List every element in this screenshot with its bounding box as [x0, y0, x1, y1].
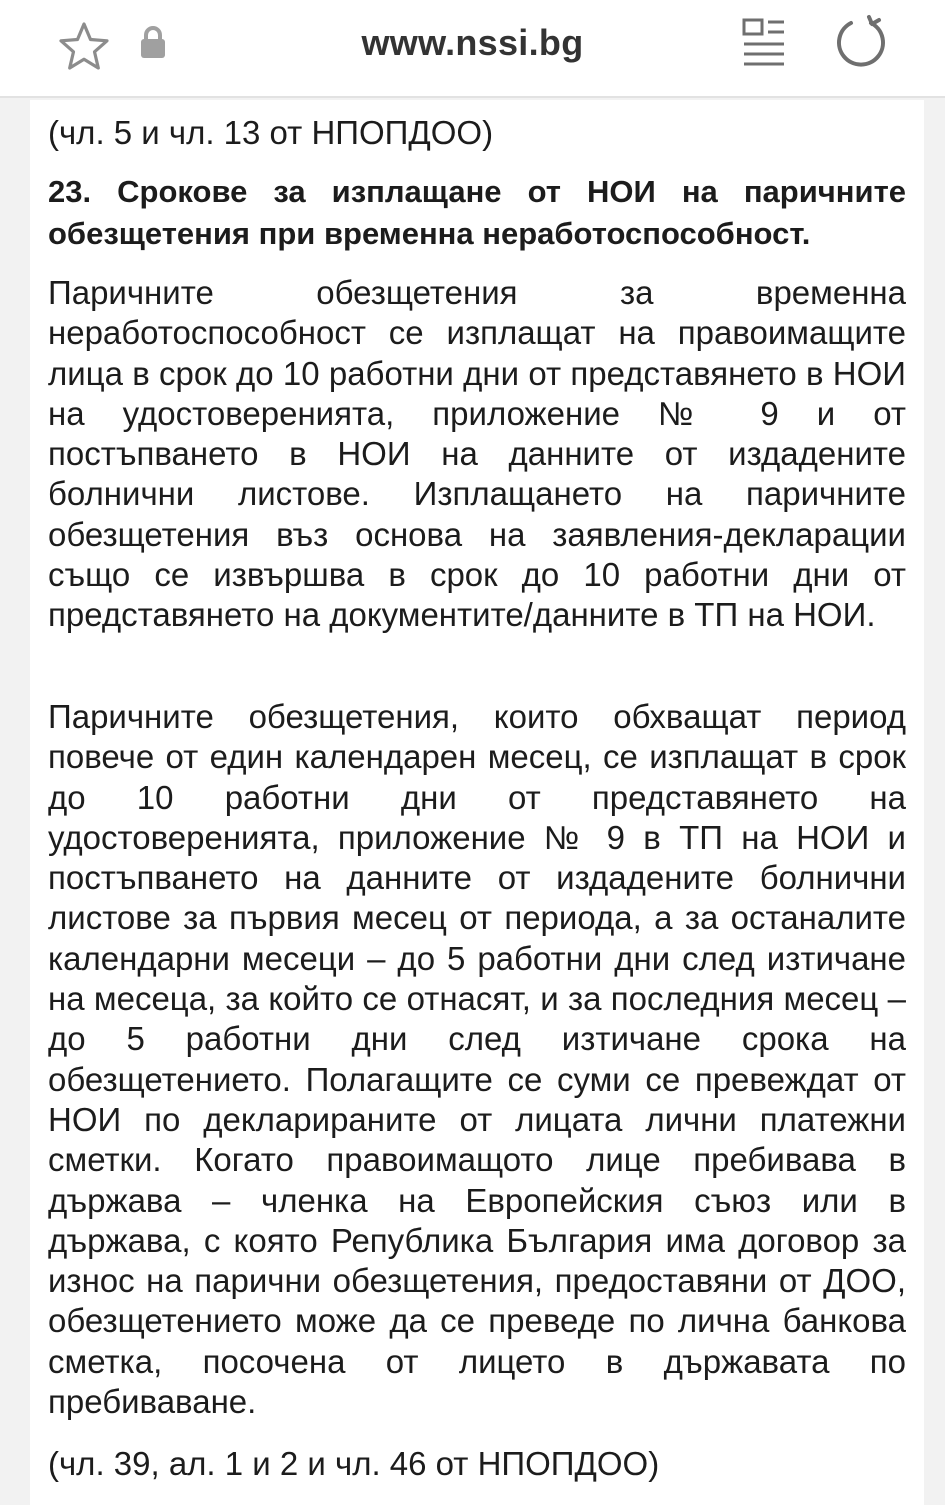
- reference-top: (чл. 5 и чл. 13 от НПОПДОО): [48, 114, 494, 151]
- lock-icon: [138, 24, 168, 60]
- article-content: [30, 100, 924, 1505]
- reference-bottom: (чл. 39, ал. 1 и 2 и чл. 46 от НПОПДОО): [48, 1445, 660, 1482]
- browser-toolbar: [0, 0, 945, 98]
- section-heading: 23. Срокове за изплащане от НОИ на паричните обезщетения при временна неработоспособност.: [48, 174, 906, 251]
- reader-mode-icon[interactable]: [738, 14, 790, 68]
- star-icon: [58, 21, 110, 71]
- paragraph-2: Паричните обезщетения, които обхващат период повече от един календарен месец, се изплащат в срок до 10 работни дни от представянето на удостоверенията, приложение № 9 в ТП на НОИ и постъпването на данните от издадените болнични листове за първия месец от периода, а за останалите календарни месеци – до 5 работни дни след изтичане на месеца, за който се отнасят, и за последния месец – до 5 работни дни след изтичане срока на обезщетението. Полагащите се суми се превеждат от НОИ по декларираните от лицата лични платежни сметки. Когато правоимащото лице пребивава в държава – членка на Европейския съюз или в държава, с която Република България има договор за износ на парични обезщетения, предоставяни от ДОО, обезщетението може да се преведе по лична банкова сметка, посочена от лицето в държавата по пребиваване.: [48, 698, 906, 1421]
- bookmark-star-button[interactable]: [56, 18, 112, 74]
- paragraph-1: Паричните обезщетения за временна неработоспособност се изплащат на правоимащите лица в срок до 10 работни дни от представянето в НОИ на удостоверенията, приложение № 9 и от постъпването в НОИ на данните от издадените болнични листове. Изплащането на паричните обезщетения въз основа на заявления-декларации също се извършва в срок до 10 работни дни от представянето на документите/данните в ТП на НОИ.: [48, 274, 906, 634]
- url-text[interactable]: www.nssi.bg: [361, 22, 584, 63]
- reload-icon[interactable]: [832, 14, 890, 72]
